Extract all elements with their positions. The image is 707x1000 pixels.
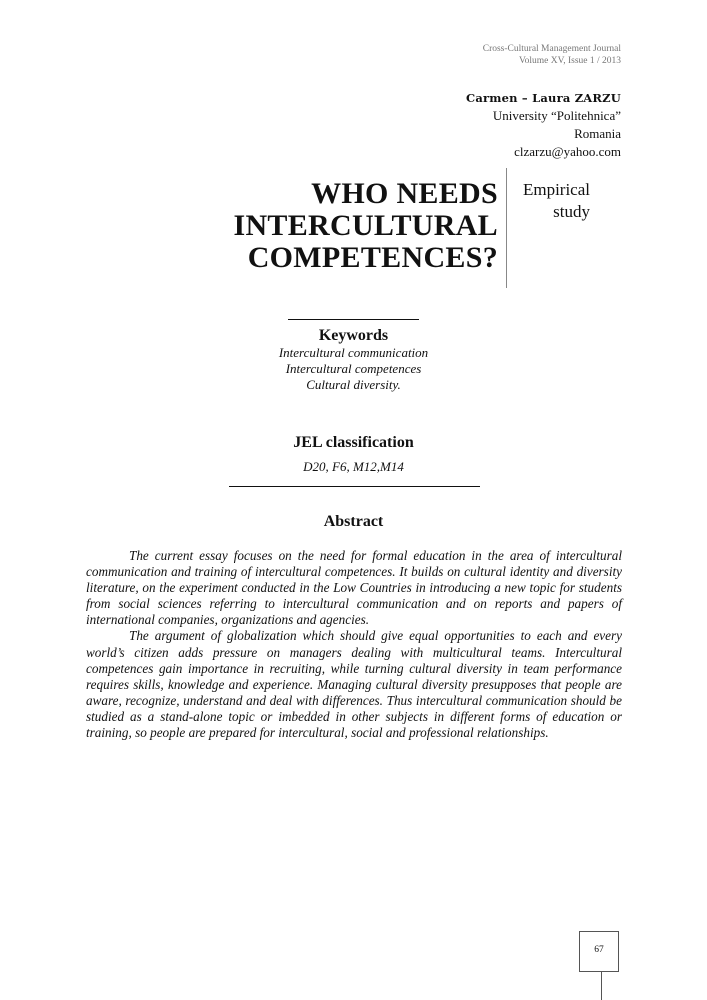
author-email: clzarzu@yahoo.com [514,144,621,159]
abstract-rule [229,486,480,487]
journal-volume-issue: Volume XV, Issue 1 / 2013 [518,56,621,66]
jel-codes: D20, F6, M12,M14 [303,459,404,474]
journal-header [483,43,621,67]
title-divider [506,168,507,288]
keyword-item: Intercultural communication [278,345,429,360]
title-line: COMPETENCES? [247,241,498,274]
jel-heading: JEL classification [293,434,414,451]
abstract-paragraph: The argument of globalization which should give equal opportunities to each and every world’s citizen adds pressure on managers dealing with multicultural teams. Intercultural competences gain importance in recruiting, while turning cultural diversity in team performance requires skills, knowledge and experience. Managing cultural diversity presupposes that people are aware, recognize, understand and deal with differences. Thus intercultural communication should be studied as a stand-alone topic or imbedded in other subjects in different forms of education or training, so people are prepared for intercultural, social and professional relationships. [86,628,622,741]
article-type [510,179,590,223]
article-type-line: study [553,202,590,221]
abstract-paragraph: The current essay focuses on the need for formal education in the area of intercultural communication and training of intercultural competences. It builds on cultural identity and diversity literature, on the experiment conducted in the Low Countries in introducing a new topic for students from social sciences referring to intercultural communication and on reports and papers of international companies, organizations and agencies. [86,548,622,628]
author-name: Carmen – Laura ZARZU [466,91,621,105]
keywords-list [0,345,707,393]
keyword-item: Cultural diversity. [306,377,401,392]
abstract-body [86,548,622,741]
author-block [466,89,621,161]
article-type-line: Empirical [522,180,590,199]
journal-name: Cross-Cultural Management Journal [482,44,621,54]
page-number: 67 [579,931,619,972]
keyword-item: Intercultural competences [285,361,422,376]
author-affiliation: University “Politehnica” [492,108,621,123]
keywords-heading: Keywords [318,327,389,344]
author-country: Romania [574,126,621,141]
title-line: INTERCULTURAL [233,209,498,242]
page-number-line [601,972,602,1000]
abstract-heading: Abstract [323,513,384,530]
article-title [200,178,498,274]
keywords-rule [288,319,419,320]
title-line: WHO NEEDS [311,177,498,210]
